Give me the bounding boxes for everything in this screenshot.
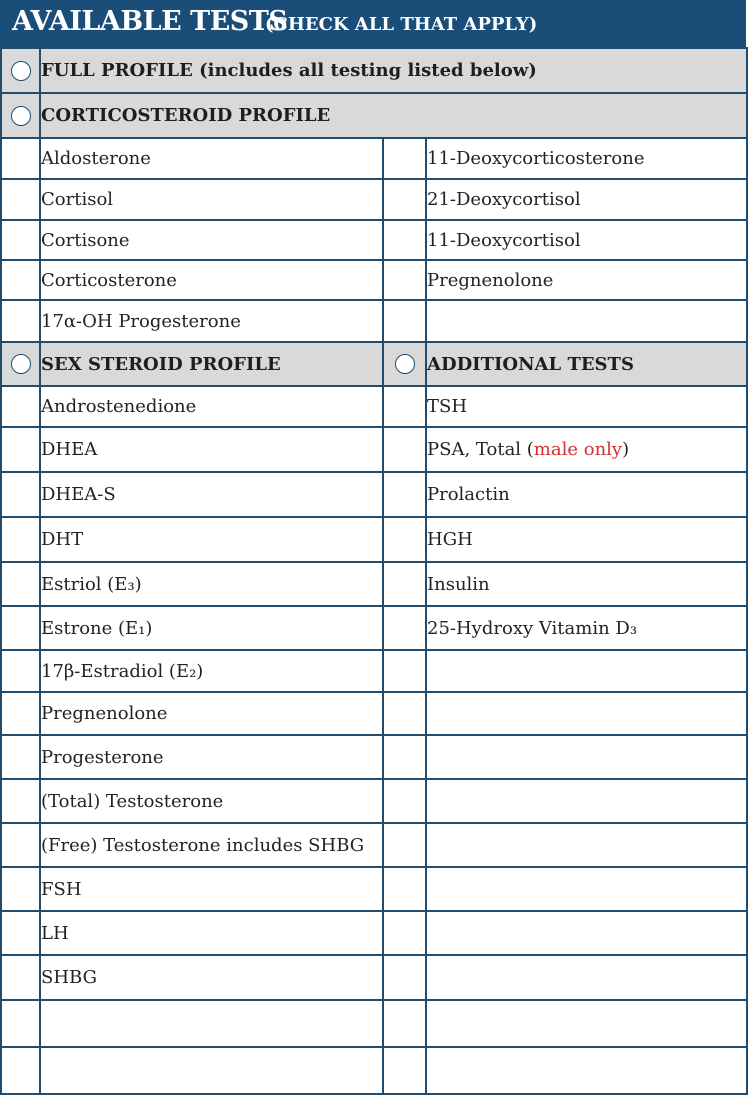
corticosteroid-label: CORTICOSTEROID PROFILE xyxy=(40,93,747,138)
checkbox-cell[interactable] xyxy=(383,1000,426,1047)
checkbox-cell[interactable] xyxy=(383,386,426,427)
test-item: (Total) Testosterone xyxy=(40,779,383,823)
checkbox-cell[interactable] xyxy=(1,911,40,955)
checkbox-cell[interactable] xyxy=(383,517,426,562)
table-row xyxy=(1,1047,747,1094)
checkbox-cell[interactable] xyxy=(383,220,426,260)
checkbox-cell[interactable] xyxy=(383,823,426,867)
sex-steroid-radio-cell[interactable] xyxy=(1,342,40,386)
test-item: LH xyxy=(40,911,383,955)
test-item: Pregnenolone xyxy=(426,260,747,300)
empty-cell xyxy=(426,955,747,1000)
checkbox-cell[interactable] xyxy=(383,1047,426,1094)
checkbox-cell[interactable] xyxy=(383,138,426,179)
checkbox-cell[interactable] xyxy=(1,300,40,342)
empty-cell xyxy=(426,823,747,867)
test-item: Estrone (E₁) xyxy=(40,606,383,650)
full-profile-label-cell xyxy=(40,48,747,93)
test-item: Cortisone xyxy=(40,220,383,260)
empty-cell xyxy=(426,692,747,735)
table-row xyxy=(1,179,747,220)
checkbox-cell[interactable] xyxy=(383,472,426,517)
test-item: 17β-Estradiol (E₂) xyxy=(40,650,383,692)
checkbox-cell[interactable] xyxy=(1,779,40,823)
checkbox-cell[interactable] xyxy=(1,386,40,427)
test-item: HGH xyxy=(426,517,747,562)
empty-cell xyxy=(426,1000,747,1047)
test-item: Corticosterone xyxy=(40,260,383,300)
sex-steroid-label: SEX STEROID PROFILE xyxy=(40,342,383,386)
checkbox-cell[interactable] xyxy=(1,138,40,179)
checkbox-cell[interactable] xyxy=(383,735,426,779)
empty-cell xyxy=(426,300,747,342)
table-row xyxy=(1,867,747,911)
checkbox-cell[interactable] xyxy=(383,650,426,692)
checkbox-cell[interactable] xyxy=(383,955,426,1000)
test-item: Androstenedione xyxy=(40,386,383,427)
table-row xyxy=(1,427,747,472)
corticosteroid-row xyxy=(1,93,747,138)
additional-tests-radio[interactable] xyxy=(395,354,415,374)
table-row xyxy=(1,386,747,427)
empty-cell xyxy=(40,1047,383,1094)
checkbox-cell[interactable] xyxy=(1,955,40,1000)
checkbox-cell[interactable] xyxy=(383,427,426,472)
checkbox-cell[interactable] xyxy=(383,867,426,911)
additional-tests-label: ADDITIONAL TESTS xyxy=(426,342,747,386)
test-item: (Free) Testosterone includes SHBG xyxy=(40,823,383,867)
psa-prefix: PSA, Total ( xyxy=(427,439,534,460)
title-bar xyxy=(0,0,746,47)
table-row xyxy=(1,779,747,823)
checkbox-cell[interactable] xyxy=(383,692,426,735)
table-row xyxy=(1,911,747,955)
test-item: 21-Deoxycortisol xyxy=(426,179,747,220)
test-item: 25-Hydroxy Vitamin D₃ xyxy=(426,606,747,650)
test-item: DHT xyxy=(40,517,383,562)
test-item: Prolactin xyxy=(426,472,747,517)
full-profile-radio-cell[interactable] xyxy=(1,48,40,93)
checkbox-cell[interactable] xyxy=(1,472,40,517)
checkbox-cell[interactable] xyxy=(383,606,426,650)
checkbox-cell[interactable] xyxy=(1,867,40,911)
test-item: TSH xyxy=(426,386,747,427)
checkbox-cell[interactable] xyxy=(1,562,40,606)
empty-cell xyxy=(426,735,747,779)
table-row xyxy=(1,300,747,342)
table-row xyxy=(1,823,747,867)
table-row xyxy=(1,472,747,517)
table-row xyxy=(1,517,747,562)
male-only-note: male only xyxy=(533,439,623,460)
table-row xyxy=(1,1000,747,1047)
checkbox-cell[interactable] xyxy=(1,692,40,735)
checkbox-cell[interactable] xyxy=(1,650,40,692)
table-row xyxy=(1,606,747,650)
empty-cell xyxy=(40,1000,383,1047)
empty-cell xyxy=(426,911,747,955)
full-profile-label: FULL PROFILE xyxy=(41,60,193,81)
test-item: Progesterone xyxy=(40,735,383,779)
table-row xyxy=(1,138,747,179)
test-item: SHBG xyxy=(40,955,383,1000)
table-row xyxy=(1,562,747,606)
test-item: FSH xyxy=(40,867,383,911)
table-row xyxy=(1,735,747,779)
test-item: Cortisol xyxy=(40,179,383,220)
empty-cell xyxy=(426,779,747,823)
full-profile-row xyxy=(1,48,747,93)
additional-tests-radio-cell[interactable] xyxy=(383,342,426,386)
checkbox-cell[interactable] xyxy=(1,735,40,779)
checkbox-cell[interactable] xyxy=(383,562,426,606)
full-profile-radio[interactable] xyxy=(11,61,31,81)
checkbox-cell[interactable] xyxy=(1,517,40,562)
checkbox-cell[interactable] xyxy=(1,427,40,472)
checkbox-cell[interactable] xyxy=(1,179,40,220)
checkbox-cell[interactable] xyxy=(1,220,40,260)
table-row xyxy=(1,650,747,692)
checkbox-cell[interactable] xyxy=(383,300,426,342)
sex-steroid-radio[interactable] xyxy=(11,354,31,374)
checkbox-cell[interactable] xyxy=(1,260,40,300)
test-item: Aldosterone xyxy=(40,138,383,179)
full-profile-note: (includes all testing listed below) xyxy=(199,60,537,81)
empty-cell xyxy=(426,650,747,692)
psa-suffix: ) xyxy=(622,439,630,460)
empty-cell xyxy=(426,867,747,911)
table-row xyxy=(1,220,747,260)
test-item: DHEA xyxy=(40,427,383,472)
checkbox-cell[interactable] xyxy=(1,606,40,650)
table-row xyxy=(1,260,747,300)
table-row xyxy=(1,692,747,735)
checkbox-cell[interactable] xyxy=(1,1000,40,1047)
checkbox-cell[interactable] xyxy=(383,911,426,955)
test-item: Insulin xyxy=(426,562,747,606)
corticosteroid-radio[interactable] xyxy=(11,106,31,126)
test-item: 17α-OH Progesterone xyxy=(40,300,383,342)
checkbox-cell[interactable] xyxy=(1,823,40,867)
test-item: 11-Deoxycortisol xyxy=(426,220,747,260)
empty-cell xyxy=(426,1047,747,1094)
test-item: 11-Deoxycorticosterone xyxy=(426,138,747,179)
test-item: Estriol (E₃) xyxy=(40,562,383,606)
test-item: Pregnenolone xyxy=(40,692,383,735)
section-header-row xyxy=(1,342,747,386)
checkbox-cell[interactable] xyxy=(383,260,426,300)
checkbox-cell[interactable] xyxy=(1,1047,40,1094)
page-subtitle: (CHECK ALL THAT APPLY) xyxy=(265,14,538,35)
checkbox-cell[interactable] xyxy=(383,179,426,220)
tests-table xyxy=(0,47,748,1095)
checkbox-cell[interactable] xyxy=(383,779,426,823)
test-item: DHEA-S xyxy=(40,472,383,517)
corticosteroid-radio-cell[interactable] xyxy=(1,93,40,138)
page-title: AVAILABLE TESTS xyxy=(12,6,288,37)
psa-test-item xyxy=(426,427,747,472)
table-row xyxy=(1,955,747,1000)
